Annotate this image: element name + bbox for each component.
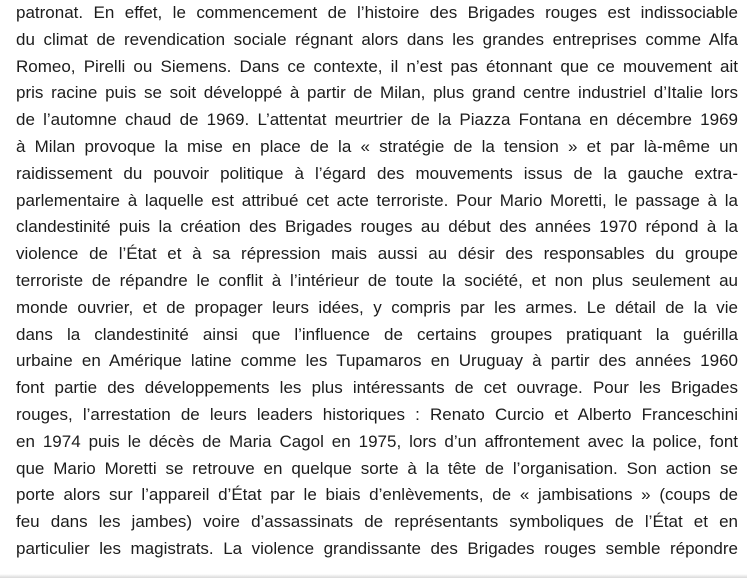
text-line: particulier les magistrats. La violence grandissante des Brigades rouges semble répondre bbox=[16, 538, 738, 558]
text-line: que Mario Moretti se retrouve en quelque sorte à la tête de l’organisation. Son action se bbox=[16, 458, 738, 478]
text-line: feu dans les jambes) voire d’assassinats de représentants symboliques de l’État et en bbox=[16, 512, 738, 532]
text-line: raidissement du pouvoir politique à l’égard des mouvements issus de la gauche extra- bbox=[16, 163, 738, 183]
text-line: Romeo, Pirelli ou Siemens. Dans ce contexte, il n’est pas étonnant que ce mouvement ait bbox=[16, 56, 738, 76]
text-line: de l’automne chaud de 1969. L’attentat meurtrier de la Piazza Fontana en décembre 1969 bbox=[16, 110, 738, 130]
text-line: dans la clandestinité ainsi que l’influence de certains groupes pratiquant la guérilla bbox=[16, 324, 738, 344]
text-line: porte alors sur l’appareil d’État par le biais d’enlèvements, de « jambisations » (coups de bbox=[16, 485, 738, 505]
page-bottom-edge bbox=[0, 574, 747, 578]
text-line: patronat. En effet, le commencement de l’histoire des Brigades rouges est indissociable bbox=[16, 3, 738, 22]
text-line: violence de l’État et à sa répression mais aussi au désir des responsables du groupe bbox=[16, 244, 738, 264]
text-line: en 1974 puis le décès de Maria Cagol en 1975, lors d’un affrontement avec la police, font bbox=[16, 431, 738, 451]
text-line: du climat de revendication sociale régnant alors dans les grandes entreprises comme Alfa bbox=[16, 29, 738, 49]
text-line: pris racine puis se soit développé à partir de Milan, plus grand centre industriel d’Italie lors bbox=[16, 83, 738, 103]
text-line: urbaine en Amérique latine comme les Tupamaros en Uruguay à partir des années 1960 bbox=[16, 351, 738, 371]
text-line: font partie des développements les plus intéressants de cet ouvrage. Pour les Brigades bbox=[16, 378, 738, 398]
text-line: terroriste de répandre le conflit à l’intérieur de toute la société, et non plus seulement au bbox=[16, 270, 738, 290]
text-line: monde ouvrier, et de propager leurs idées, y compris par les armes. Le détail de la vie bbox=[16, 297, 738, 317]
text-line: rouges, l’arrestation de leurs leaders historiques : Renato Curcio et Alberto Franceschini bbox=[16, 404, 738, 424]
text-line: clandestinité puis la création des Brigades rouges au début des années 1970 répond à la bbox=[16, 217, 738, 237]
text-line: parlementaire à laquelle est attribué cet acte terroriste. Pour Mario Moretti, le passage à la bbox=[16, 190, 738, 210]
document-body bbox=[16, 0, 738, 563]
text-line: à Milan provoque la mise en place de la « stratégie de la tension » et par là-même un bbox=[16, 136, 738, 156]
